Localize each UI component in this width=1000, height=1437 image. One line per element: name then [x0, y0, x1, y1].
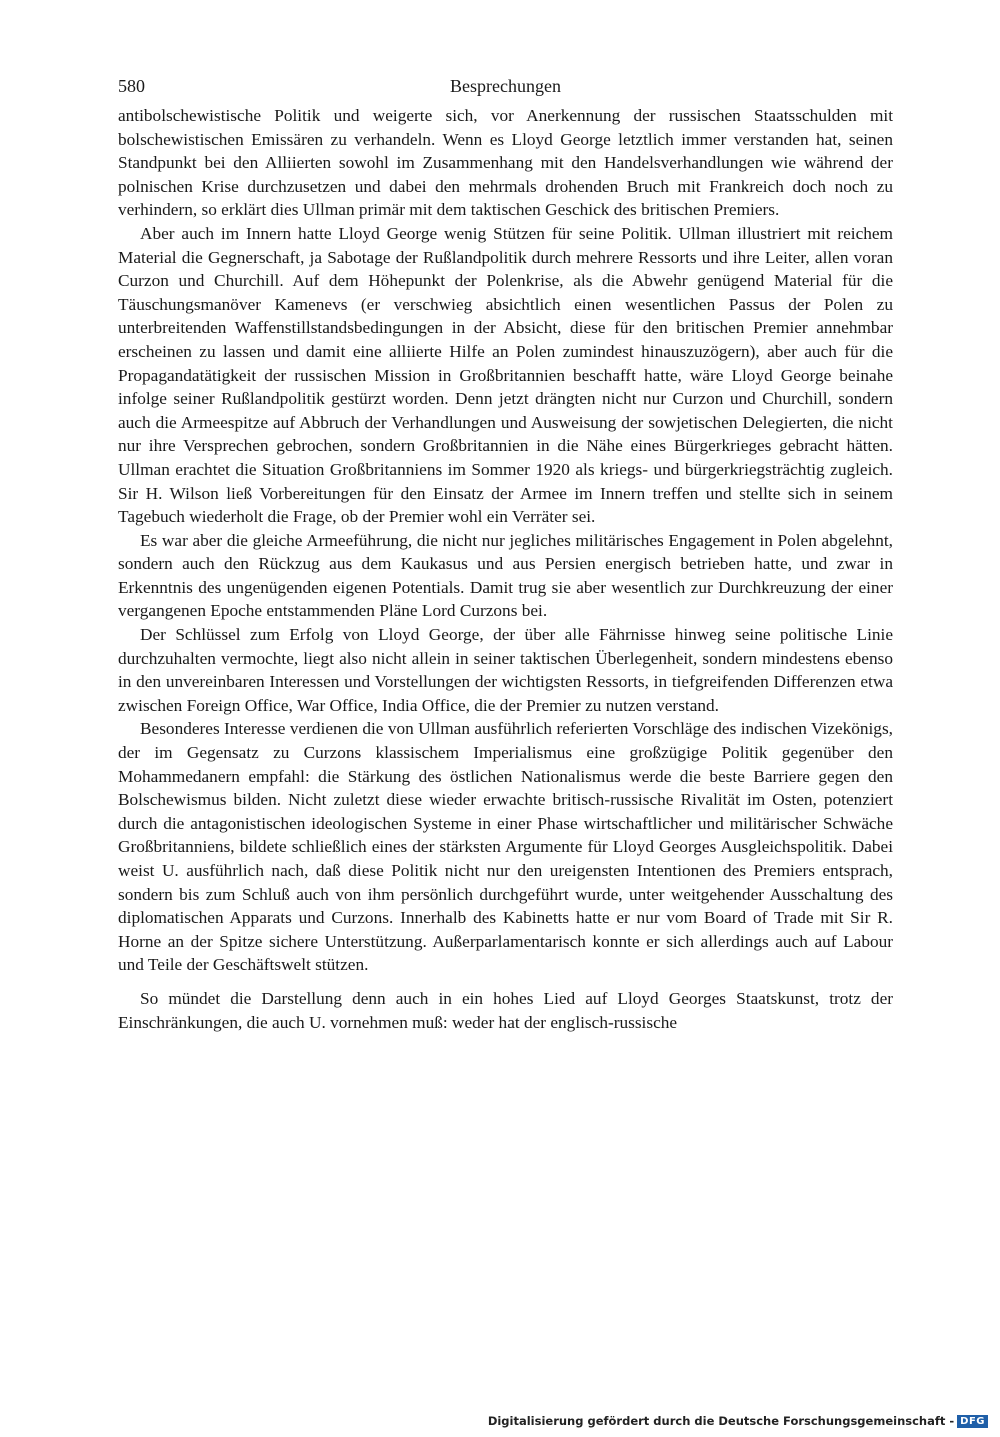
paragraph-6: So mündet die Darstellung denn auch in ein hohes Lied auf Lloyd Georges Staatskunst, trotz der Einschränkungen, die auch U. vornehmen muß: weder hat der englisch-russische — [118, 988, 893, 1032]
document-page — [118, 76, 893, 1034]
page-header — [118, 76, 893, 104]
paragraph-5: Besonderes Interesse verdienen die von Ullman ausführlich referierten Vorschläge des indischen Vizekönigs, der im Gegensatz zu Curzons klassischem Imperialismus eine großzügige Politik gegenüber den Mohammedanern empfahl: die Stärkung des östlichen Nationalismus werde die beste Barriere gegen den Bolschewismus bilden. Nicht zuletzt diese wieder erwachte britisch-russische Rivalität im Osten, potenziert durch die antagonistischen ideologischen Systeme in einer Phase wirtschaftlicher und militärischer Schwäche Großbritanniens, bildete schließlich eines der stärksten Argumente für Lloyd Georges Ausgleichspolitik. Dabei weist U. ausführlich nach, daß diese Politik nicht nur den ureigensten Intentionen des Premiers entsprach, sondern bis zum Schluß auch von ihm persönlich durchgeführt wurde, unter weitgehender Ausschaltung des diplomatischen Apparats und Curzons. Innerhalb des Kabinetts hatte er nur vom Board of Trade mit Sir R. Horne an der Spitze sichere Unterstützung. Außerparlamentarisch konnte er sich allerdings auch auf Labour und Teile der Geschäftswelt stützen. — [118, 719, 893, 975]
paragraph-4: Der Schlüssel zum Erfolg von Lloyd George, der über alle Fährnisse hinweg seine politische Linie durchzuhalten vermochte, liegt also nicht allein in seiner taktischen Überlegenheit, sondern mindestens ebenso in den unvereinbaren Interessen und Vorstellungen der wichtigsten Ressorts, in tiefgreifenden Differenzen etwa zwischen Foreign Office, War Office, India Office, die der Premier zu nutzen verstand. — [118, 625, 893, 715]
paragraph-1: antibolschewistische Politik und weigerte sich, vor Anerkennung der russischen Staatsschulden mit bolschewistischen Emissären zu verhandeln. Wenn es Lloyd George letztlich immer verstanden hat, seinen Standpunkt bei den Alliierten sowohl im Zusammenhang mit den Handelsverhandlungen wie während der polnischen Krise durchzusetzen und dabei den mehrmals drohenden Bruch mit Frankreich doch noch zu verhindern, so erklärt dies Ullman primär mit dem taktischen Geschick des britischen Premiers. — [118, 106, 893, 220]
footer-credit-text: Digitalisierung gefördert durch die Deutsche Forschungsgemeinschaft - — [487, 1414, 955, 1428]
running-head: Besprechungen — [450, 76, 561, 96]
page-number: 580 — [118, 76, 145, 96]
digitization-footer — [488, 1414, 988, 1428]
paragraph-3: Es war aber die gleiche Armeeführung, die nicht nur jegliches militärisches Engagement in Polen abgelehnt, sondern auch den Rückzug aus dem Kaukasus und aus Persien energisch betrieben hatte, und zwar in Erkenntnis des ungenügenden eigenen Potentials. Damit trug sie aber wesentlich zur Durchkreuzung der einer vergangenen Epoche entstammenden Pläne Lord Curzons bei. — [118, 530, 893, 621]
article-body — [118, 104, 893, 1034]
dfg-logo-icon: DFG — [957, 1415, 988, 1428]
paragraph-2: Aber auch im Innern hatte Lloyd George wenig Stützen für seine Politik. Ullman illustriert mit reichem Material die Gegnerschaft, ja Sabotage der Rußlandpolitik durch mehrere Ressorts und ihre Leiter, allen voran Curzon und Churchill. Auf dem Höhepunkt der Polenkrise, als die Abwehr genügend Material für die Täuschungsmanöver Kamenevs (er verschwieg absichtlich einen wesentlichen Passus der Polen zu unterbreitenden Waffenstillstandsbedingungen in der Absicht, diese für den britischen Premier annehmbar erscheinen zu lassen und damit eine alliierte Hilfe an Polen zumindest hinauszuzögern), aber auch für die Propagandatätigkeit der russischen Mission in Großbritannien beschafft hatte, wäre Lloyd George beinahe infolge seiner Rußlandpolitik gestürzt worden. Denn jetzt drängten nicht nur Curzon und Churchill, sondern auch die Armeespitze auf Abbruch der Verhandlungen und Ausweisung der sowjetischen Delegierten, die nicht nur ihre Versprechen gebrochen, sondern Großbritannien in die Nähe eines Bürgerkrieges gebracht hätten. Ullman erachtet die Situation Großbritanniens im Sommer 1920 als kriegs- und bürgerkriegsträchtig zugleich. Sir H. Wilson ließ Vorbereitungen für den Einsatz der Armee im Innern treffen und stellte sich in seinem Tagebuch wiederholt die Frage, ob der Premier wohl ein Verräter sei. — [118, 223, 893, 527]
